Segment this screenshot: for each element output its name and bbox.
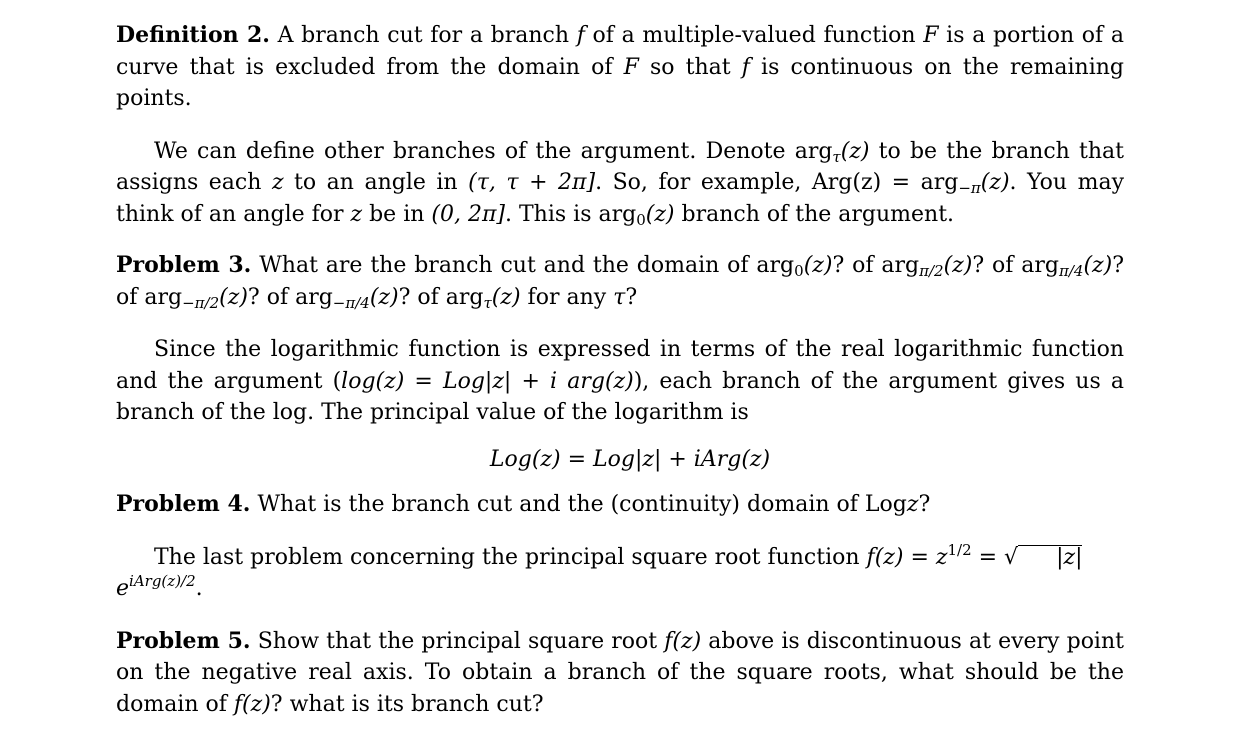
problem-label: Problem 5. — [116, 627, 251, 654]
sqrt-radicand: |z| — [1018, 545, 1082, 569]
display-equation: Log(z) = Log|z| + iArg(z) — [489, 446, 771, 472]
problem-label: Problem 3. — [116, 252, 252, 278]
document-page — [116, 20, 1124, 720]
paragraph-branches: We can define other branches of the argument. Denote arg$_\tau$(z) to be the branch that assigns each z to an angle in (τ, τ + 2π]. So, for example, Arg(z) = arg$_{-\pi}$(z). You may think of an angle for z be in (0, 2π]. This is arg$_0$(z) branch of the argument. — [116, 138, 1125, 229]
paragraph-square-root: The last problem concerning the principal square root function $f(z) = z^{1/2}$ = √ $|z|e^{iArg(z)/2}$. — [116, 540, 1083, 601]
definition-label: Definition 2. — [116, 22, 270, 48]
paragraph-logarithm: Since the logarithmic function is expressed in terms of the real logarithmic function and the argument (log(z) = Log|z| + i arg(z)), each branch of the argument gives us a branch of the log. The principal value of the logarithm is — [116, 337, 1124, 425]
problem-3: Problem 3. What are the branch cut and the domain of arg$_0$(z)? of arg$_{\pi/2}$(z)? of arg$_{\pi/4}$(z)? of arg$_{-\pi/2}$(z)? of arg$_{-\pi/4}$(z)? of arg$_\tau$(z) for any τ? — [116, 252, 1124, 312]
problem-5: Problem 5. Show that the principal square root f(z) above is discontinuous at every point on the negative real axis. To obtain a branch of the square roots, what should be the domain of f(z)? what is its branch cut? — [116, 627, 1124, 717]
problem-label: Problem 4. — [116, 491, 251, 517]
problem-4: Problem 4. What is the branch cut and the (continuity) domain of Logz? — [116, 491, 931, 517]
definition-2: Definition 2. A branch cut for a branch f of a multiple-valued function F is a portion of a curve that is excluded from the domain of F so that f is continuous on the remaining points. — [116, 22, 1124, 111]
sqrt-symbol: √ — [1004, 544, 1019, 570]
